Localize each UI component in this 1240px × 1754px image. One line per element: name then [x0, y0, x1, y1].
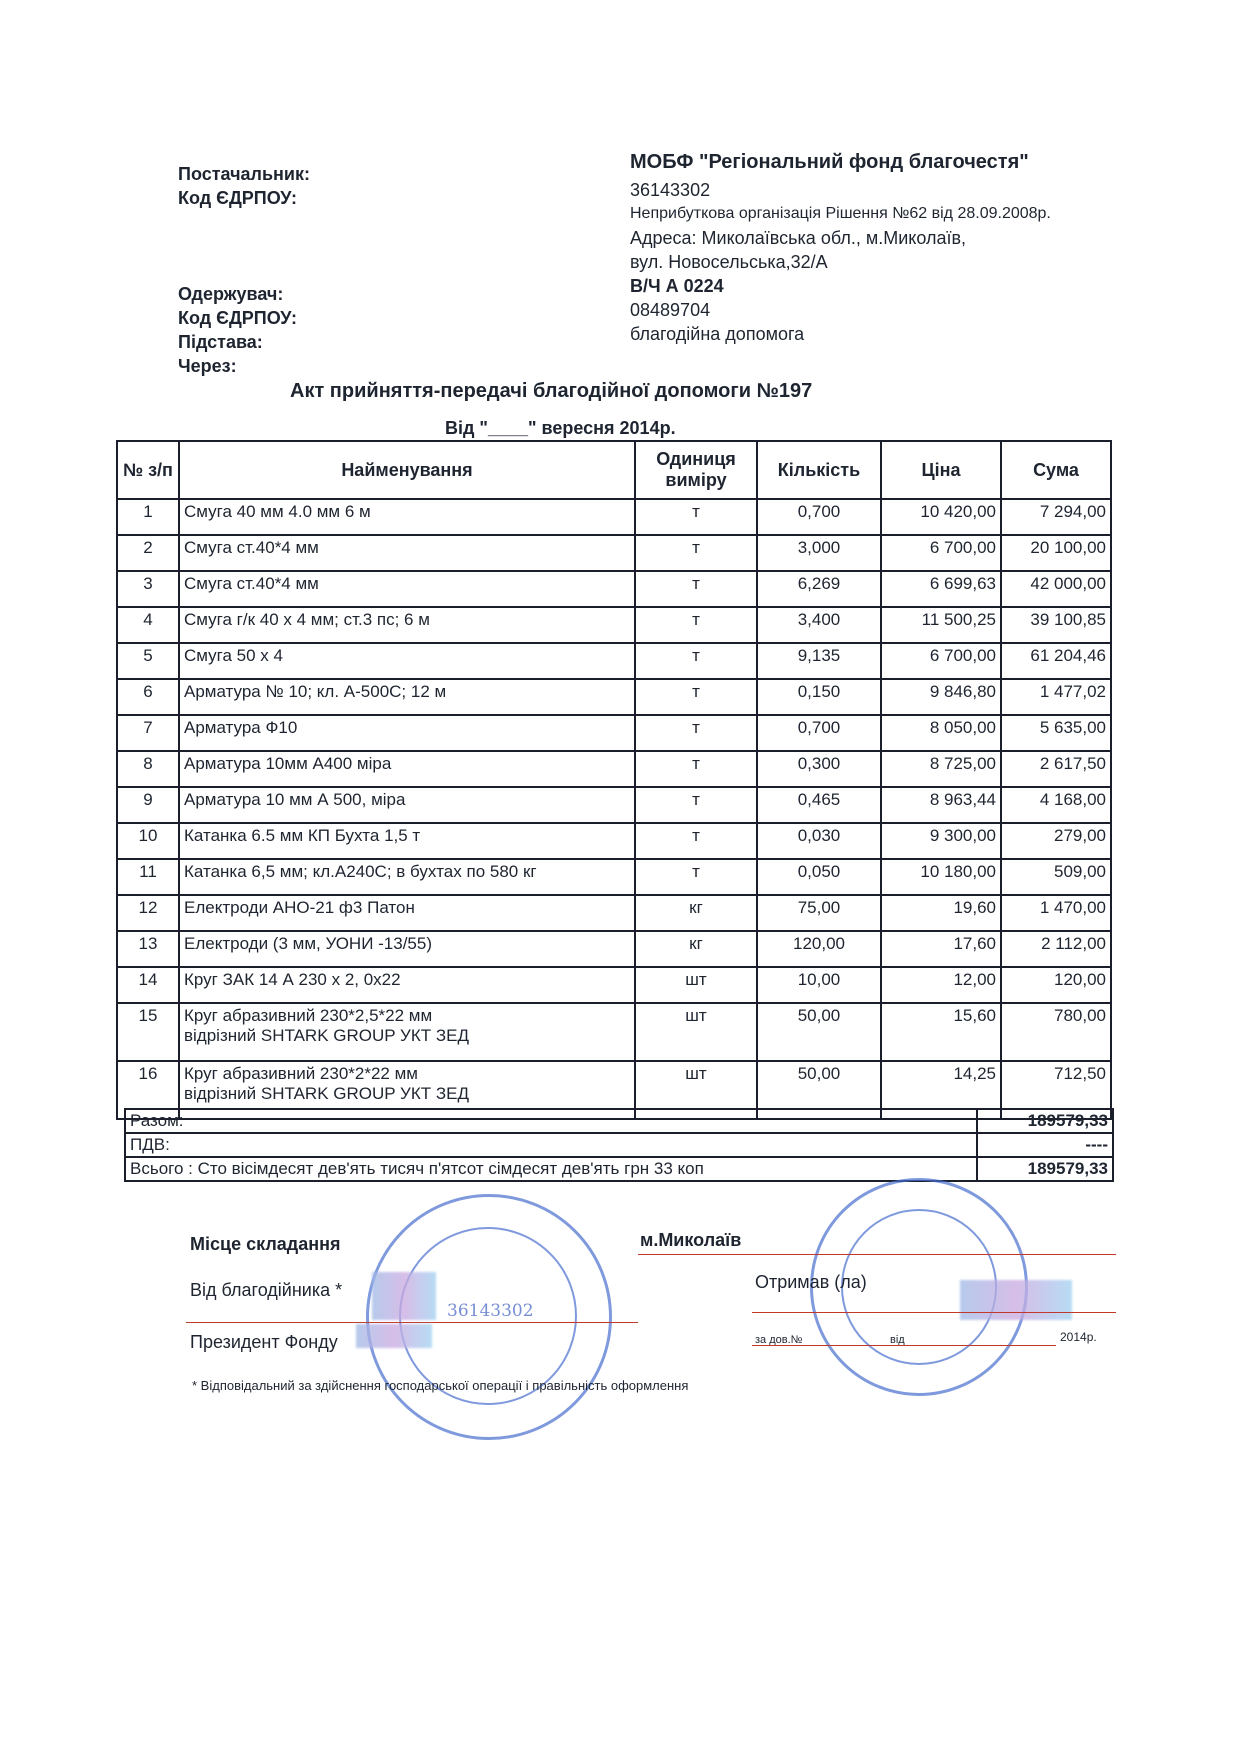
table-row — [117, 895, 1111, 931]
row-unit: т — [635, 787, 757, 823]
row-number: 2 — [117, 535, 179, 571]
row-sum: 1 477,02 — [1001, 679, 1111, 715]
row-number: 7 — [117, 715, 179, 751]
header-unit: Одиниця виміру — [635, 441, 757, 499]
row-unit: т — [635, 535, 757, 571]
row-name — [179, 1003, 635, 1061]
row-quantity: 3,000 — [757, 535, 881, 571]
row-name: Катанка 6.5 мм КП Бухта 1,5 т — [179, 823, 635, 859]
table-row — [117, 715, 1111, 751]
date-from-label: від — [890, 1334, 905, 1346]
attorney-line — [752, 1345, 1056, 1346]
header-sum: Сума — [1001, 441, 1111, 499]
row-price: 10 420,00 — [881, 499, 1001, 535]
footnote: * Відповідальний за здійснення господарської операції і правільність оформлення — [192, 1378, 689, 1393]
row-price: 8 725,00 — [881, 751, 1001, 787]
power-of-attorney-label: за дов.№ — [755, 1334, 803, 1346]
row-sum: 120,00 — [1001, 967, 1111, 1003]
vat-row — [125, 1133, 1113, 1157]
row-number: 8 — [117, 751, 179, 787]
place-city: м.Миколаїв — [640, 1230, 742, 1250]
items-table — [116, 440, 1112, 1120]
row-price: 17,60 — [881, 931, 1001, 967]
row-name-line1: Круг абразивний 230*2*22 мм — [184, 1064, 418, 1083]
year-label: 2014р. — [1060, 1330, 1097, 1344]
supplier-name: МОБФ "Регіональний фонд благочестя" — [630, 151, 1029, 173]
row-quantity: 0,150 — [757, 679, 881, 715]
row-name: Катанка 6,5 мм; кл.А240С; в бухтах по 580 кг — [179, 859, 635, 895]
row-quantity: 0,050 — [757, 859, 881, 895]
subtotal-value: 189579,33 — [977, 1109, 1113, 1133]
supplier-note: Неприбуткова організація Рішення №62 від 28.09.2008р. — [630, 205, 1051, 222]
supplier-address-line1: Адреса: Миколаївська обл., м.Миколаїв, — [630, 228, 967, 248]
row-number: 6 — [117, 679, 179, 715]
table-row — [117, 859, 1111, 895]
stamp-code: 36143302 — [447, 1301, 534, 1321]
row-name-line2: відрізний SHTARK GROUP УКТ ЗЕД — [184, 1026, 469, 1045]
header-num: № з/п — [117, 441, 179, 499]
row-name: Смуга 50 х 4 — [179, 643, 635, 679]
row-unit: т — [635, 859, 757, 895]
row-quantity: 0,700 — [757, 715, 881, 751]
recipient-signature-line — [752, 1312, 1116, 1313]
row-sum: 780,00 — [1001, 1003, 1111, 1061]
row-number: 16 — [117, 1061, 179, 1119]
header-price: Ціна — [881, 441, 1001, 499]
table-row — [117, 823, 1111, 859]
row-quantity: 50,00 — [757, 1061, 881, 1119]
row-sum: 1 470,00 — [1001, 895, 1111, 931]
row-price: 8 963,44 — [881, 787, 1001, 823]
row-price: 6 700,00 — [881, 643, 1001, 679]
table-row — [117, 679, 1111, 715]
row-price: 8 050,00 — [881, 715, 1001, 751]
row-sum: 712,50 — [1001, 1061, 1111, 1119]
total-value: 189579,33 — [977, 1157, 1113, 1181]
row-price: 6 699,63 — [881, 571, 1001, 607]
total-label: Всього : Сто вісімдесят дев'ять тисяч п'ятсот сімдесят дев'ять грн 33 коп — [125, 1157, 977, 1181]
row-name: Смуга 40 мм 4.0 мм 6 м — [179, 499, 635, 535]
row-name-line1: Круг абразивний 230*2,5*22 мм — [184, 1006, 433, 1025]
row-quantity: 10,00 — [757, 967, 881, 1003]
recipient-code: 08489704 — [630, 300, 711, 320]
vat-label: ПДВ: — [125, 1133, 977, 1157]
row-price: 14,25 — [881, 1061, 1001, 1119]
row-quantity: 50,00 — [757, 1003, 881, 1061]
row-number: 9 — [117, 787, 179, 823]
row-name: Арматура 10 мм А 500, міра — [179, 787, 635, 823]
table-body — [117, 499, 1111, 1119]
from-donor-label: Від благодійника * — [190, 1280, 343, 1300]
row-unit: шт — [635, 967, 757, 1003]
row-quantity: 0,300 — [757, 751, 881, 787]
table-row — [117, 607, 1111, 643]
supplier-label: Постачальник: — [178, 164, 310, 184]
table-row — [117, 967, 1111, 1003]
row-unit: кг — [635, 895, 757, 931]
subtotal-label: Разом: — [125, 1109, 977, 1133]
row-price: 11 500,25 — [881, 607, 1001, 643]
row-name-line2: відрізний SHTARK GROUP УКТ ЗЕД — [184, 1084, 469, 1103]
row-unit: т — [635, 679, 757, 715]
row-sum: 4 168,00 — [1001, 787, 1111, 823]
row-number: 10 — [117, 823, 179, 859]
city-underline — [638, 1254, 1116, 1255]
row-quantity: 120,00 — [757, 931, 881, 967]
row-sum: 279,00 — [1001, 823, 1111, 859]
row-name: Арматура 10мм А400 міра — [179, 751, 635, 787]
table-row — [117, 643, 1111, 679]
redacted-recipient-name — [960, 1280, 1072, 1320]
header-name: Найменування — [179, 441, 635, 499]
row-sum: 509,00 — [1001, 859, 1111, 895]
row-unit: шт — [635, 1003, 757, 1061]
row-unit: кг — [635, 931, 757, 967]
vat-value: ---- — [977, 1133, 1113, 1157]
row-price: 12,00 — [881, 967, 1001, 1003]
row-name: Електроди (3 мм, УОНИ -13/55) — [179, 931, 635, 967]
row-number: 5 — [117, 643, 179, 679]
total-row — [125, 1157, 1113, 1181]
row-name: Електроди АНО-21 ф3 Патон — [179, 895, 635, 931]
recipient-name: В/Ч А 0224 — [630, 276, 724, 296]
row-quantity: 9,135 — [757, 643, 881, 679]
row-number: 12 — [117, 895, 179, 931]
row-unit: т — [635, 607, 757, 643]
row-number: 4 — [117, 607, 179, 643]
row-name: Смуга ст.40*4 мм — [179, 571, 635, 607]
row-unit: т — [635, 643, 757, 679]
supplier-address-line2: вул. Новосельська,32/А — [630, 252, 828, 272]
recipient-basis: благодійна допомога — [630, 324, 805, 344]
totals-table — [124, 1108, 1114, 1182]
president-label: Президент Фонду — [190, 1332, 338, 1352]
row-sum: 5 635,00 — [1001, 715, 1111, 751]
row-sum: 61 204,46 — [1001, 643, 1111, 679]
row-sum: 42 000,00 — [1001, 571, 1111, 607]
redacted-name — [356, 1324, 432, 1348]
table-row — [117, 499, 1111, 535]
row-quantity: 75,00 — [757, 895, 881, 931]
supplier-code-label: Код ЄДРПОУ: — [178, 188, 298, 208]
row-quantity: 0,030 — [757, 823, 881, 859]
table-row — [117, 751, 1111, 787]
row-sum: 39 100,85 — [1001, 607, 1111, 643]
row-sum: 2 112,00 — [1001, 931, 1111, 967]
row-number: 3 — [117, 571, 179, 607]
row-number: 14 — [117, 967, 179, 1003]
header-values — [630, 150, 1051, 346]
supplier-labels — [178, 162, 310, 378]
basis-label: Підстава: — [178, 332, 263, 352]
table-header-row — [117, 441, 1111, 499]
row-quantity: 0,700 — [757, 499, 881, 535]
table-row — [117, 535, 1111, 571]
row-price: 9 846,80 — [881, 679, 1001, 715]
row-number: 11 — [117, 859, 179, 895]
received-label: Отримав (ла) — [755, 1272, 867, 1292]
table-row — [117, 931, 1111, 967]
row-unit: т — [635, 499, 757, 535]
donor-signature-line — [186, 1322, 638, 1323]
row-sum: 20 100,00 — [1001, 535, 1111, 571]
row-quantity: 6,269 — [757, 571, 881, 607]
table-row — [117, 571, 1111, 607]
row-sum: 2 617,50 — [1001, 751, 1111, 787]
row-price: 6 700,00 — [881, 535, 1001, 571]
redacted-signature — [372, 1272, 436, 1320]
document-title: Акт прийняття-передачі благодійної допомоги №197 — [290, 380, 813, 402]
row-name: Смуга ст.40*4 мм — [179, 535, 635, 571]
header-qty: Кількість — [757, 441, 881, 499]
row-sum: 7 294,00 — [1001, 499, 1111, 535]
row-price: 19,60 — [881, 895, 1001, 931]
row-unit: т — [635, 715, 757, 751]
subtotal-row — [125, 1109, 1113, 1133]
row-number: 1 — [117, 499, 179, 535]
table-row — [117, 787, 1111, 823]
row-unit: т — [635, 751, 757, 787]
row-name: Арматура Ф10 — [179, 715, 635, 751]
row-unit: шт — [635, 1061, 757, 1119]
row-number: 13 — [117, 931, 179, 967]
supplier-code: 36143302 — [630, 180, 711, 200]
row-unit: т — [635, 823, 757, 859]
recipient-code-label: Код ЄДРПОУ: — [178, 308, 298, 328]
table-row — [117, 1003, 1111, 1061]
row-price: 15,60 — [881, 1003, 1001, 1061]
row-price: 9 300,00 — [881, 823, 1001, 859]
place-label: Місце складання — [190, 1234, 341, 1254]
document-date: Від "____" вересня 2014р. — [445, 418, 676, 438]
row-name: Круг ЗАК 14 А 230 х 2, 0х22 — [179, 967, 635, 1003]
row-price: 10 180,00 — [881, 859, 1001, 895]
recipient-label: Одержувач: — [178, 284, 284, 304]
row-number: 15 — [117, 1003, 179, 1061]
row-name: Смуга г/к 40 х 4 мм; ст.3 пс; 6 м — [179, 607, 635, 643]
row-unit: т — [635, 571, 757, 607]
row-name: Арматура № 10; кл. А-500С; 12 м — [179, 679, 635, 715]
via-label: Через: — [178, 356, 237, 376]
row-quantity: 0,465 — [757, 787, 881, 823]
row-quantity: 3,400 — [757, 607, 881, 643]
